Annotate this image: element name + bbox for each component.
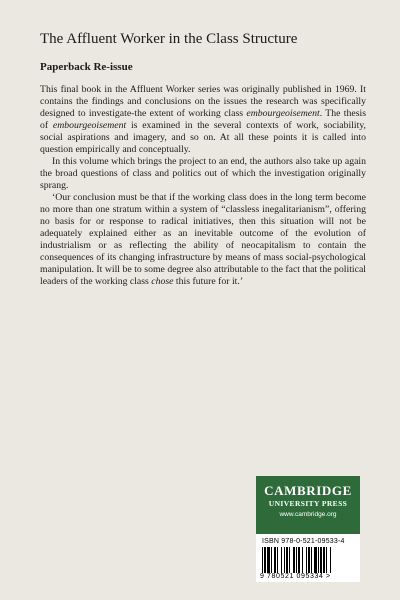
blurb-p1-emphasis-2: embourgeoisement: [52, 120, 127, 131]
blurb-p1-text-b: . The thesis of: [40, 108, 366, 131]
blurb-text: [40, 84, 366, 288]
barcode-icon: [262, 547, 354, 573]
blurb-quote-text-b: this future for it.’: [173, 276, 244, 287]
blurb-quote-emphasis: chose: [151, 276, 174, 287]
blurb-p1-text-c: is examined in the several contexts of work, sociability, social aspirations and imagery, and so on. At all these points it is called into question empirically and conceptually.: [40, 120, 366, 155]
isbn-block: [256, 534, 360, 582]
blurb-quote: [40, 192, 366, 288]
blurb-paragraph-1: [40, 84, 366, 156]
book-title: The Affluent Worker in the Class Structure: [40, 31, 298, 47]
blurb-p1-emphasis-1: embourgeoisement: [246, 108, 320, 119]
blurb-quote-text-a: ‘Our conclusion must be that if the working class does in the long term become no more than one stratum within a system of “classless inegalitarianism”, offering no basis for or response to radical initiatives, then this situation will not be adequately explained either as an inevitable outcome of the evolution of industrialism or as reflecting the ability of neocapitalism to contain the consequences of its changing infrastructure by means of mass social-psychological manipulation. It will be to some degree also attributable to the fact that the political leaders of the working class: [40, 192, 366, 287]
publisher-name: CAMBRIDGE: [264, 483, 352, 498]
barcode-number: 9 780521 095334 >: [260, 573, 331, 580]
publisher-url: www.cambridge.org: [279, 511, 337, 518]
edition-label: Paperback Re-issue: [40, 61, 133, 73]
isbn-label: ISBN 978-0-521-09533-4: [262, 538, 345, 545]
publisher-subtitle: UNIVERSITY PRESS: [268, 499, 348, 508]
publisher-logo: [256, 476, 360, 534]
blurb-p1-text-a: This final book in the Affluent Worker series was originally published in 1969. It contains the findings and conclusions on the issues the research was specifically designed to investigate-the extent of working class: [40, 84, 366, 119]
blurb-paragraph-2: In this volume which brings the project to an end, the authors also take up again the broad questions of class and politics out of which the investigation originally sprang.: [40, 156, 366, 191]
